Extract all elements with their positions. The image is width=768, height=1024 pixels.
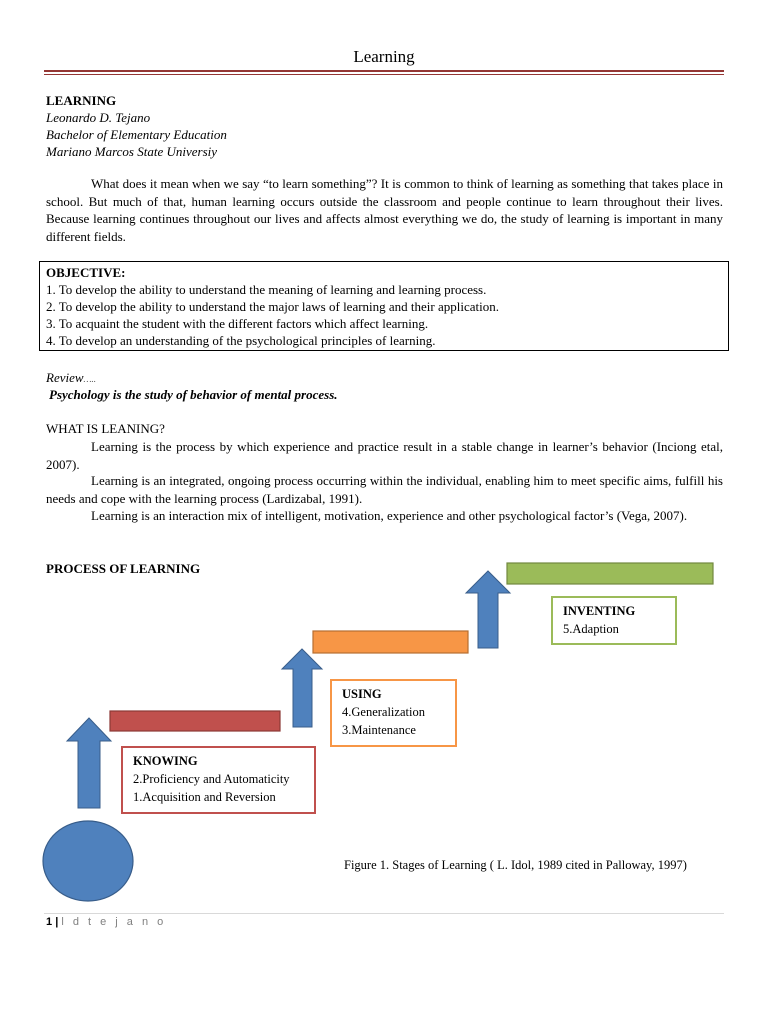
stage-box-using [330,679,457,747]
stage-step: 2.Proficiency and Automaticity [133,772,290,786]
process-heading: PROCESS OF LEARNING [46,561,201,576]
objective-item: 3. To acquaint the student with the different factors which affect learning. [46,316,429,331]
stage-title: INVENTING [563,604,636,618]
objective-title: OBJECTIVE: [46,265,126,280]
objective-item: 1. To develop the ability to understand the meaning of learning and learning process. [46,282,487,297]
stage-bar-knowing [110,711,280,731]
page-number: 1 [46,916,53,928]
up-arrow-icon [67,718,111,808]
definition-paragraph: Learning is an interaction mix of intelligent, motivation, experience and other psychological factor’s (Vega, 2007). [91,508,688,523]
up-arrow-icon [282,649,322,727]
stage-step: 4.Generalization [342,705,425,719]
review-text: Psychology is the study of behavior of mental process. [49,387,338,402]
review-dots: ….. [83,374,97,384]
author-name: Leonardo D. Tejano [46,110,151,125]
author-degree: Bachelor of Elementary Education [46,127,227,142]
stage-title: USING [342,687,382,701]
stage-bar-inventing [507,563,713,584]
start-circle [43,821,133,901]
stage-bar-using [313,631,468,653]
footer-filename: l d t e j a n o [61,916,167,928]
stage-step: 1.Acquisition and Reversion [133,790,276,804]
author-university: Mariano Marcos State Universiy [46,144,218,159]
review-label-text: Review [46,370,84,385]
intro-paragraph: What does it mean when we say “to learn something”? It is common to think of learning as something that takes place in school. But much of that, human learning occurs outside the classroom and people continue to learn throughout their lives. Because learning continues throughout our lives and affects almost everything we do, the study of learning is important in many different fields. [46,176,723,244]
footer [46,916,166,928]
page-title: Learning [353,47,415,66]
definition-paragraph: Learning is an integrated, ongoing process occurring within the individual, enabling him to meet specific aims, fulfill his needs and cope with the learning process (Lardizabal, 1991). [46,473,723,506]
footer-separator: | [55,916,59,928]
objective-item: 4. To develop an understanding of the psychological principles of learning. [46,333,436,348]
stage-box-knowing [121,746,316,814]
stage-step: 5.Adaption [563,622,619,636]
figure-caption: Figure 1. Stages of Learning ( L. Idol, 1989 cited in Palloway, 1997) [344,858,687,872]
stage-title: KNOWING [133,754,198,768]
main-heading: LEARNING [46,93,117,108]
up-arrow-icon [466,571,510,648]
stage-box-inventing [551,596,677,645]
definition-paragraph: Learning is the process by which experience and practice result in a stable change in learner’s behavior (Inciong etal, 2007). [46,439,723,472]
definition-heading: WHAT IS LEANING? [46,421,165,436]
objective-item: 2. To develop the ability to understand the major laws of learning and their application. [46,299,500,314]
footer-rule [44,913,724,914]
stage-step: 3.Maintenance [342,723,416,737]
